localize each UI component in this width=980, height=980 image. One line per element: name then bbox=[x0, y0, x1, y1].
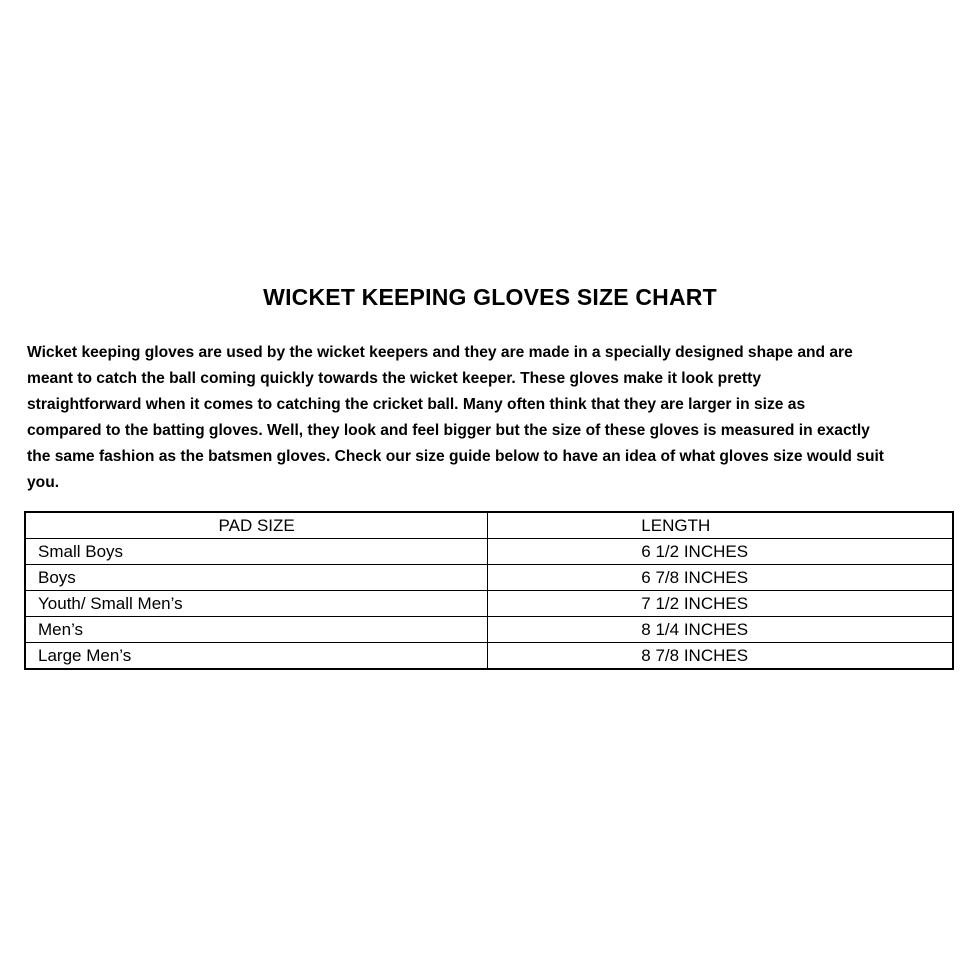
table-row bbox=[25, 617, 953, 643]
table-row bbox=[25, 643, 953, 670]
size-chart-table bbox=[24, 511, 954, 670]
intro-paragraph bbox=[27, 340, 957, 496]
pad-size-cell: Men’s bbox=[25, 617, 488, 643]
intro-line: straightforward when it comes to catching the cricket ball. Many often think that they are larger in size as bbox=[27, 396, 806, 413]
intro-line: meant to catch the ball coming quickly towards the wicket keeper. These gloves make it look pretty bbox=[27, 370, 761, 387]
table-header-row bbox=[25, 512, 953, 539]
page-title: WICKET KEEPING GLOVES SIZE CHART bbox=[263, 284, 717, 310]
pad-size-cell: Boys bbox=[25, 565, 488, 591]
pad-size-cell: Large Men’s bbox=[25, 643, 488, 670]
table-row bbox=[25, 539, 953, 565]
length-cell: 6 1/2 INCHES bbox=[488, 539, 953, 565]
pad-size-cell: Youth/ Small Men’s bbox=[25, 591, 488, 617]
length-cell: 8 7/8 INCHES bbox=[488, 643, 953, 670]
intro-line: Wicket keeping gloves are used by the wicket keepers and they are made in a specially designed shape and are bbox=[27, 344, 853, 361]
table-row bbox=[25, 565, 953, 591]
pad-size-cell: Small Boys bbox=[25, 539, 488, 565]
intro-line: you. bbox=[27, 474, 60, 491]
length-cell: 8 1/4 INCHES bbox=[488, 617, 953, 643]
intro-line: the same fashion as the batsmen gloves. Check our size guide below to have an idea of what gloves size would suit bbox=[27, 448, 884, 465]
header-length: LENGTH bbox=[488, 512, 953, 539]
header-pad-size: PAD SIZE bbox=[25, 512, 488, 539]
intro-line: compared to the batting gloves. Well, they look and feel bigger but the size of these gloves is measured in exactly bbox=[27, 422, 870, 439]
length-cell: 6 7/8 INCHES bbox=[488, 565, 953, 591]
table-row bbox=[25, 591, 953, 617]
length-cell: 7 1/2 INCHES bbox=[488, 591, 953, 617]
